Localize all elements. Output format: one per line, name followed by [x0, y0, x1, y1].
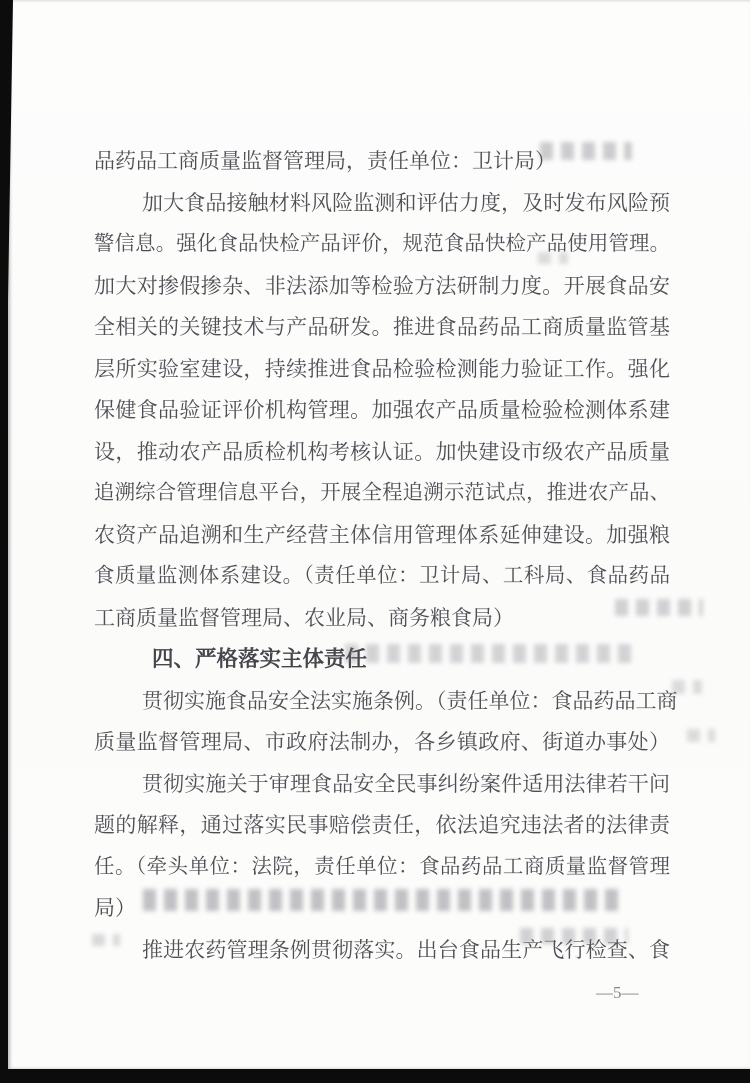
- text-line: 保健食品验证评价机构管理。加强农产品质量检验检测体系建: [94, 398, 670, 422]
- text-line: 追溯综合管理信息平台，开展全程追溯示范试点，推进农产品、: [94, 482, 670, 504]
- text-line: 品药品工商质量监督管理局，责任单位：卫计局）: [94, 149, 556, 173]
- text-line: 贯彻实施食品安全法实施条例。（责任单位：食品药品工商: [142, 688, 678, 713]
- text-block: [94, 141, 678, 971]
- text-line: 局）: [94, 896, 136, 920]
- text-line: 食质量监测体系建设。（责任单位：卫计局、工科局、食品药品: [94, 565, 670, 587]
- text-line: 工商质量监督管理局、农业局、商务粮食局）: [94, 605, 514, 630]
- page-number: —5—: [596, 983, 639, 1002]
- text-line: 任。（牵头单位：法院，责任单位：食品药品工商质量监督管理: [94, 855, 670, 878]
- section-heading: 四、严格落实主体责任: [152, 647, 368, 671]
- text-line: 推进农药管理条例贯彻落实。出台食品生产飞行检查、食: [142, 937, 670, 962]
- text-line: 层所实验室建设，持续推进食品检验检测能力验证工作。强化: [94, 356, 670, 381]
- document-page: [8, 0, 750, 1069]
- text-line: 警信息。强化食品快检产品评价，规范食品快检产品使用管理。: [94, 233, 670, 255]
- text-line: 质量监督管理局、市政府法制办，各乡镇政府、街道办事处）: [94, 730, 670, 754]
- text-line: 全相关的关键技术与产品研发。推进食品药品工商质量监管基: [94, 315, 670, 339]
- text-line: 题的解释，通过落实民事赔偿责任，依法追究违法者的法律责: [94, 813, 670, 837]
- text-line: 农资产品追溯和生产经营主体信用管理体系延伸建设。加强粮: [94, 522, 670, 547]
- text-line: 设，推动农产品质检机构考核认证。加快建设市级农产品质量: [94, 439, 670, 464]
- text-line: 加大对掺假掺杂、非法添加等检验方法研制力度。开展食品安: [94, 273, 670, 298]
- bleed-through-mark: [687, 729, 715, 742]
- text-line: 贯彻实施关于审理食品安全民事纠纷案件适用法律若干问: [142, 771, 670, 796]
- text-line: 加大食品接触材料风险监测和评估力度，及时发布风险预: [142, 190, 670, 215]
